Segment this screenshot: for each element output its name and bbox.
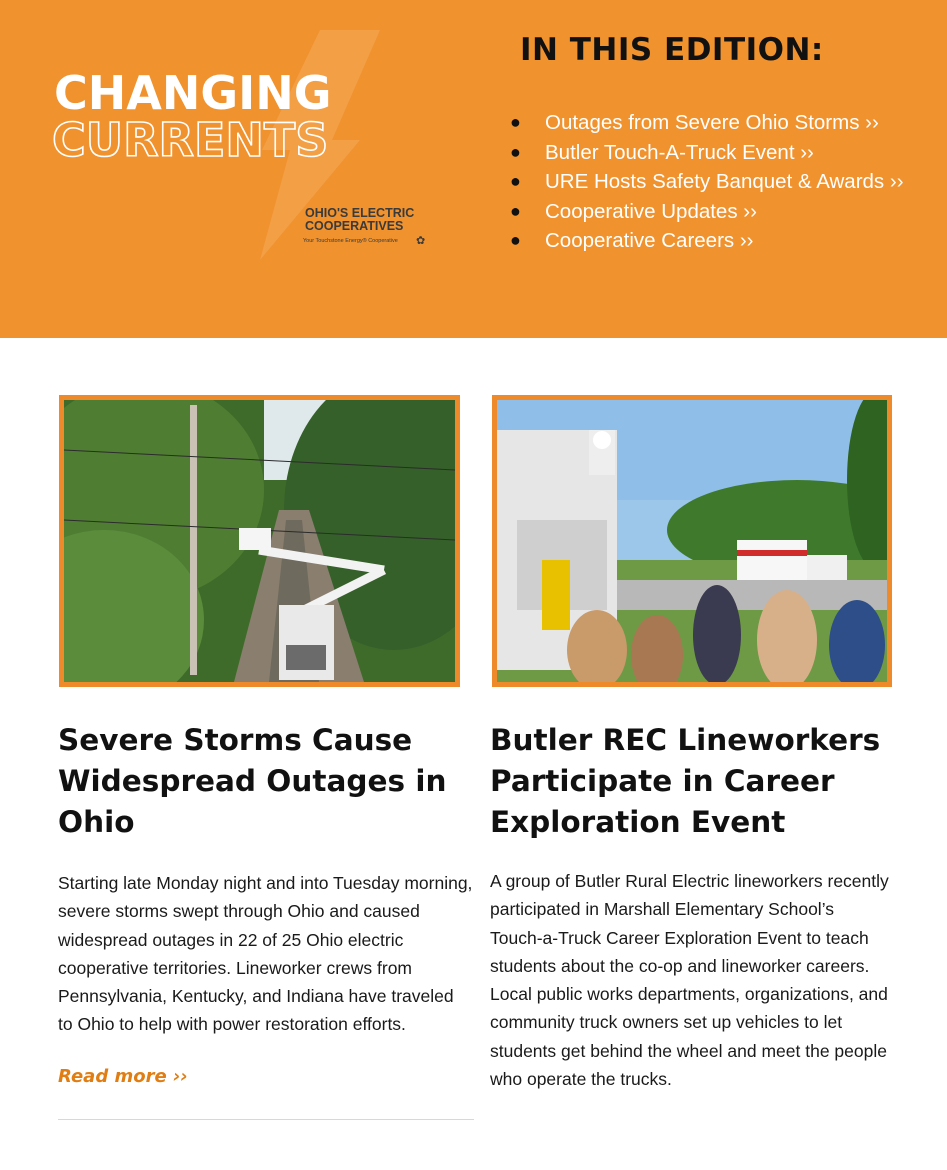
toc-item[interactable] [510,197,910,227]
toc-link[interactable]: Outages from Severe Ohio Storms ›› [545,111,879,134]
students-touch-a-truck-photo [497,400,887,682]
bullet-icon: ● [510,141,521,162]
article-2-photo[interactable] [492,395,892,687]
toc-item[interactable] [510,138,910,168]
toc-link[interactable]: Butler Touch-A-Truck Event ›› [545,140,814,164]
logo-currents: CURRENTS [52,113,329,167]
bullet-icon: ● [510,112,521,132]
article-2-body: A group of Butler Rural Electric lineworkers recently participated in Marshall Elementary School’s Touch-a-Truck Career Exploration Event to teach students about the co-op and lineworker careers. Local public works departments, organizations, and community truck owners set up vehicles to let students get behind the wheel and meet the people who operate the trucks. [490,871,889,1090]
org-name-line1: OHIO'S ELECTRIC [305,206,415,220]
toc-item[interactable] [510,167,910,197]
org-tagline: Your Touchstone Energy® Cooperative [303,238,398,244]
toc-link[interactable]: URE Hosts Safety Banquet & Awards ›› [545,170,904,193]
article-1-photo[interactable] [59,395,460,687]
bullet-icon: ● [510,230,521,250]
bullet-icon: ● [510,200,521,221]
cooperative-flower-icon: ✿ [416,234,426,247]
org-name [305,207,435,233]
toc-link[interactable]: Cooperative Careers ›› [545,229,754,252]
bullet-icon: ● [510,171,521,191]
org-name-line2: COOPERATIVES [305,219,404,234]
toc-item[interactable] [510,108,910,138]
article-divider [58,1119,474,1120]
article-1-headline[interactable]: Severe Storms Cause Widespread Outages in Ohio [58,723,447,839]
edition-title: IN THIS EDITION: [520,32,824,68]
article-1-body: Starting late Monday night and into Tuesday morning, severe storms swept through Ohio and caused widespread outages in 22 of 25 Ohio electric cooperative territories. Lineworker crews from Pennsylvania, Kentucky, and Indiana have traveled to Ohio to help with power restoration efforts. [58,873,473,1035]
toc-item[interactable] [510,226,910,256]
edition-toc [510,108,910,256]
toc-link[interactable]: Cooperative Updates ›› [545,199,757,223]
logo-changing: CHANGING [54,66,332,120]
newsletter-header [0,0,947,338]
bucket-truck-power-lines-photo [64,400,455,682]
read-more-link[interactable]: Read more ›› [58,1066,188,1087]
article-2-headline[interactable]: Butler REC Lineworkers Participate in Career Exploration Event [490,723,881,839]
